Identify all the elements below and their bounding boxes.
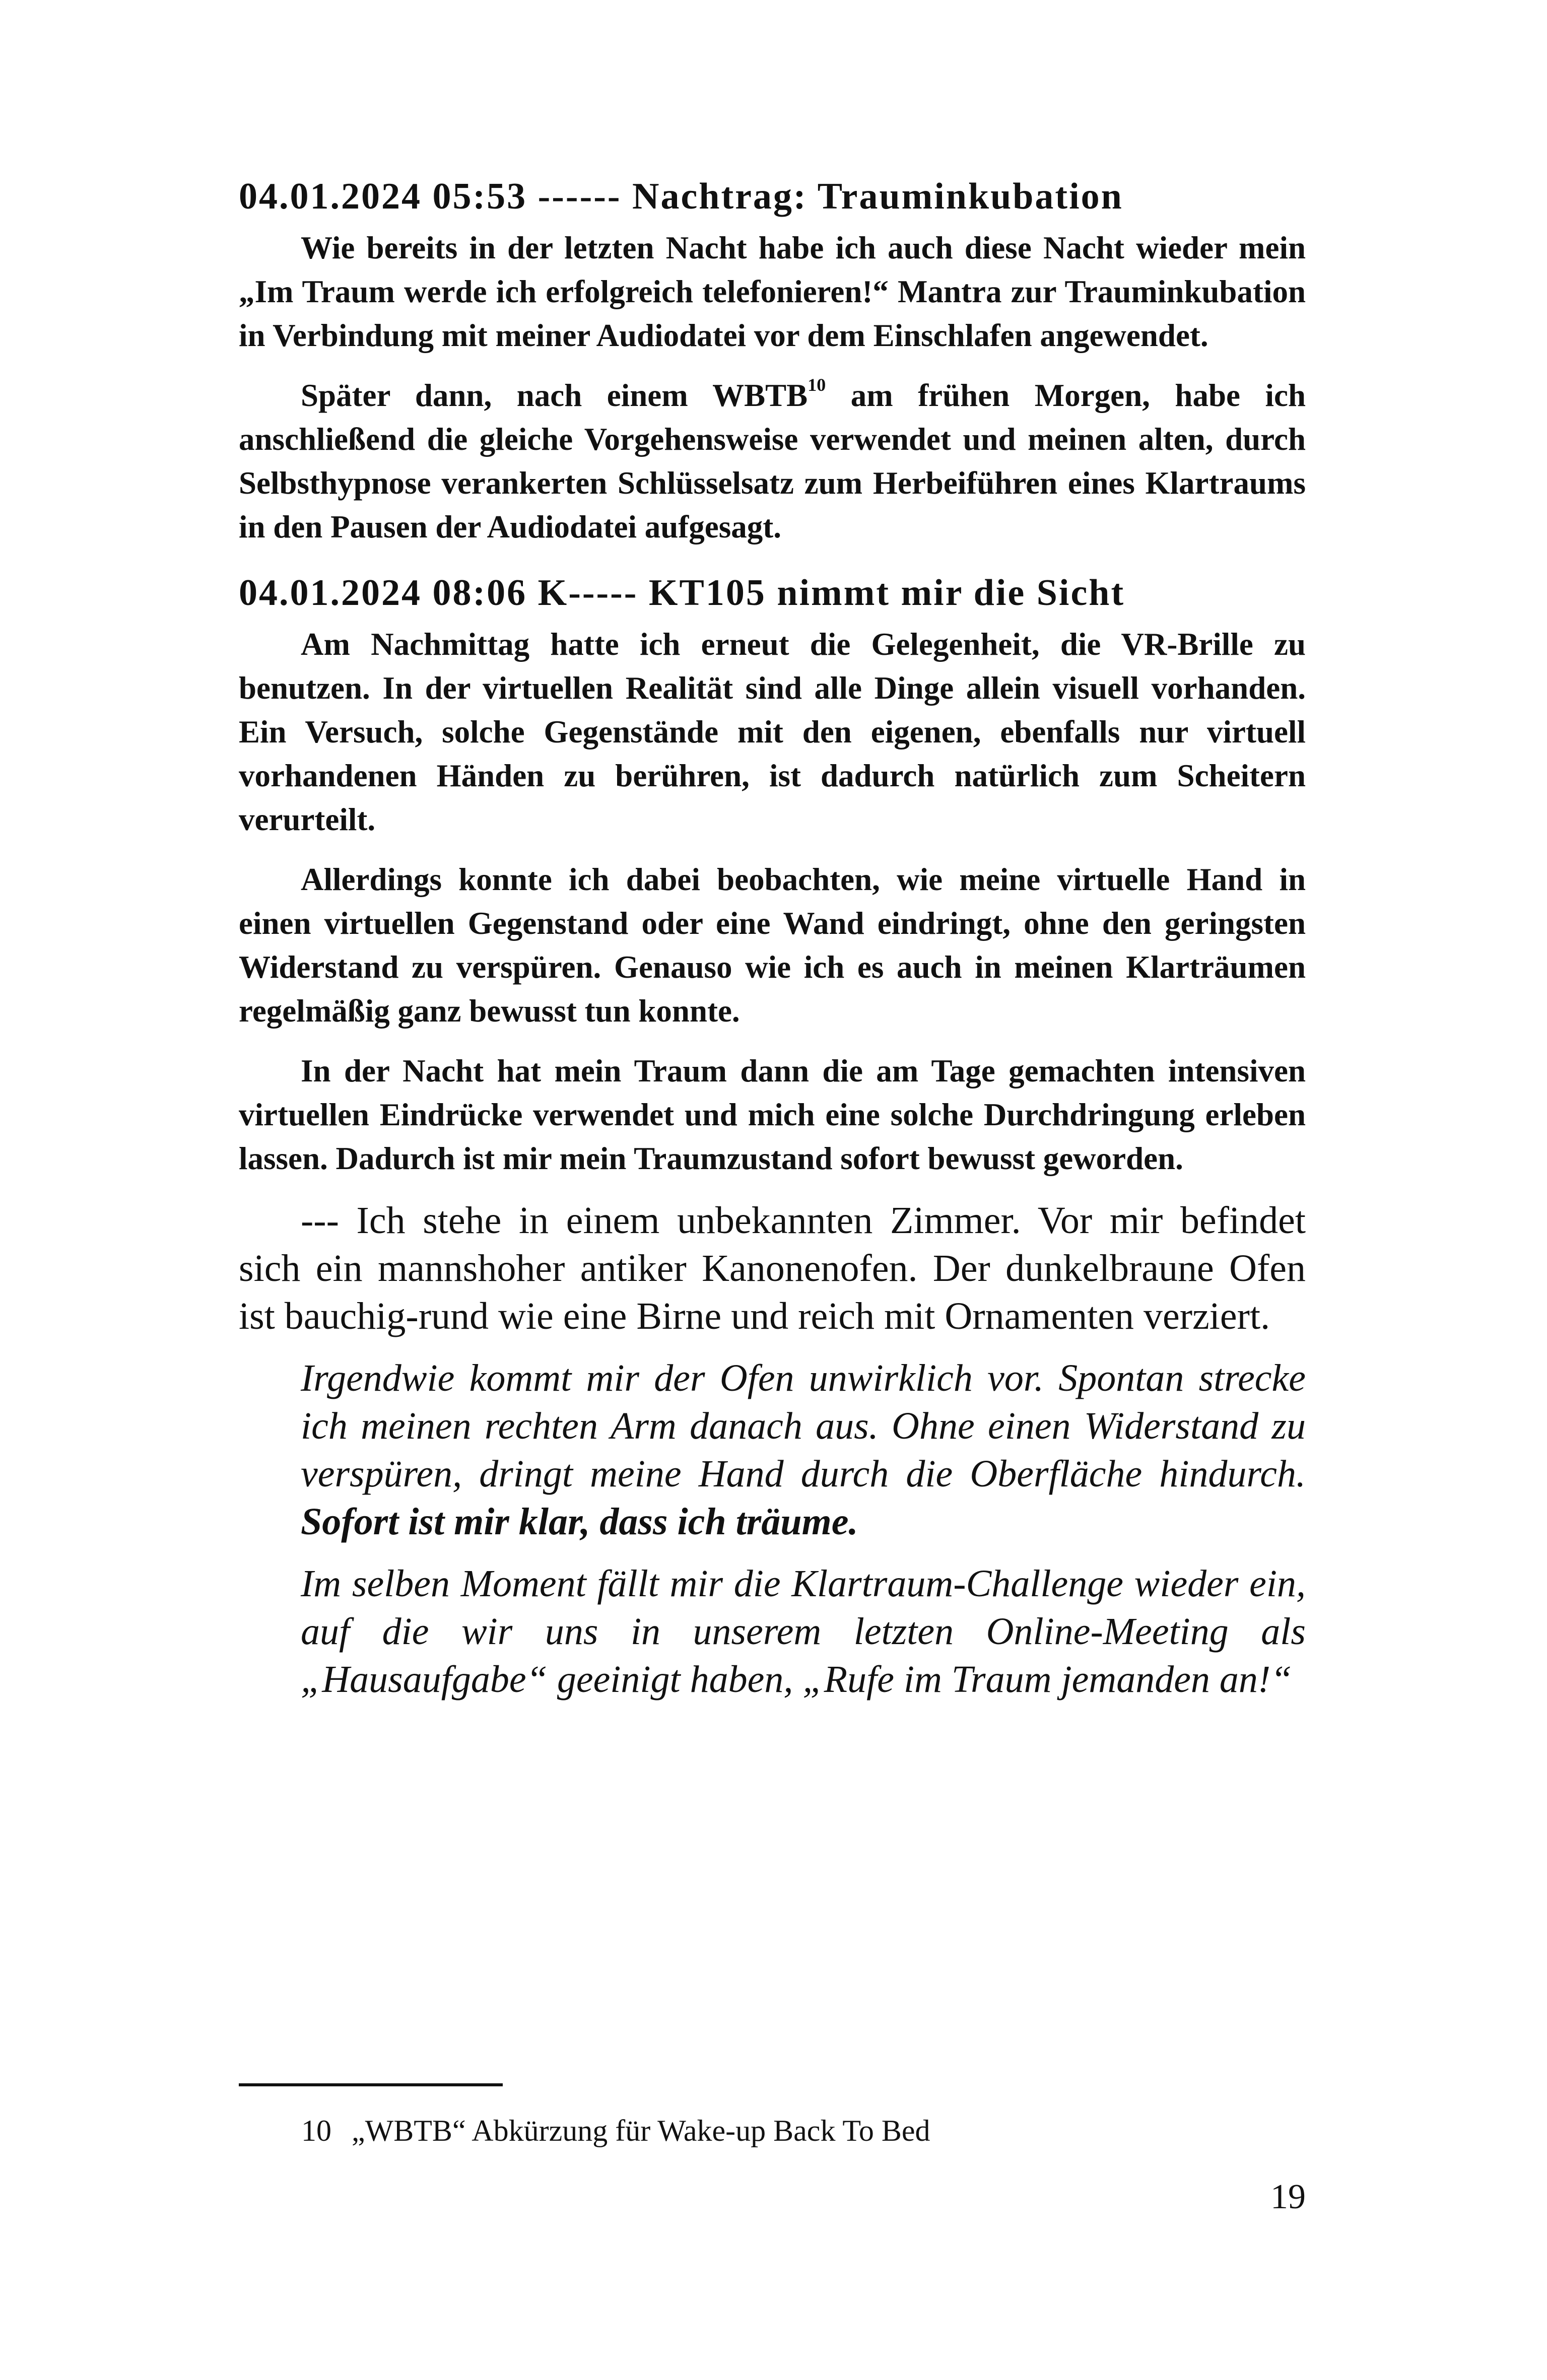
footnote [301,2111,930,2151]
entry-2-paragraph-3: In der Nacht hat mein Traum dann die am Tage gemachten intensiven virtuellen Eindrücke verwendet und mich eine solche Durchdringung erleben lassen. Dadurch ist mir mein Traumzustand sofort bewusst geworden. [239,1053,1306,1176]
footnote-reference[interactable]: 10 [808,375,826,395]
dream-italic-1-text: Irgendwie kommt mir der Ofen unwirklich vor. Spontan strecke ich meinen rechten Arm danach aus. Ohne einen Widerstand zu verspüren, dringt meine Hand durch die Oberfläche hindurch. [301,1357,1306,1495]
entry-heading-1: 04.01.2024 05:53 ------ Nachtrag: Trauminkubation [239,176,1123,217]
dream-italic-2: Im selben Moment fällt mir die Klartraum-Challenge wieder ein, auf die wir uns in unserem letzten Online-Meeting als „Hausaufgabe“ geeinigt haben, „Rufe im Traum jemanden an!“ [301,1562,1306,1701]
wbtb-term: WBTB [712,378,808,413]
footnote-separator [239,2083,503,2086]
dream-italic-1 [301,1354,1306,1546]
footnote-number: 10 [301,2114,331,2147]
entry-1-paragraph-2-start: Später dann, nach einem [301,378,713,413]
page-body [239,174,1306,1718]
entry-2-paragraph-1: Am Nachmittag hatte ich erneut die Gelegenheit, die VR-Brille zu benutzen. In der virtuellen Realität sind alle Dinge allein visuell vorhanden. Ein Versuch, solche Gegenstände mit den eigenen, ebenfalls nur virtuell vorhandenen Händen zu berühren, ist dadurch natürlich zum Scheitern verurteilt. [239,627,1306,837]
entry-1-paragraph-2-end: am frühen Morgen, habe ich anschließend die gleiche Vorgehensweise verwendet und meinen alten, durch Selbsthypnose verankerten Schlüsselsatz zum Herbeiführen eines Klartraums in den Pausen der Audiodatei aufgesagt. [239,378,1306,545]
entry-1-paragraph-2 [239,374,1306,549]
dream-italic-1-emphasis: Sofort ist mir klar, dass ich träume. [301,1501,858,1543]
entry-2-paragraph-2: Allerdings konnte ich dabei beobachten, wie meine virtuelle Hand in einen virtuellen Gegenstand oder eine Wand eindringt, ohne den geringsten Widerstand zu verspüren. Genauso wie ich es auch in meinen Klarträumen regelmäßig ganz bewusst tun konnte. [239,862,1306,1029]
entry-1-paragraph-1: Wie bereits in der letzten Nacht habe ich auch diese Nacht wieder mein „Im Traum werde ich erfolgreich telefonieren!“ Mantra zur Trauminkubation in Verbindung mit meiner Audiodatei vor dem Einschlafen angewendet. [239,230,1306,353]
footnote-text: „WBTB“ Abkürzung für Wake-up Back To Bed [352,2114,930,2147]
dream-narrative: --- Ich stehe in einem unbekannten Zimmer. Vor mir befindet sich ein mannshoher antiker Kanonenofen. Der dunkelbraune Ofen ist bauchig-rund wie eine Birne und reich mit Ornamenten verziert. [239,1199,1306,1337]
entry-heading-2: 04.01.2024 08:06 K----- KT105 nimmt mir die Sicht [239,572,1125,614]
page-number: 19 [1270,2178,1306,2216]
